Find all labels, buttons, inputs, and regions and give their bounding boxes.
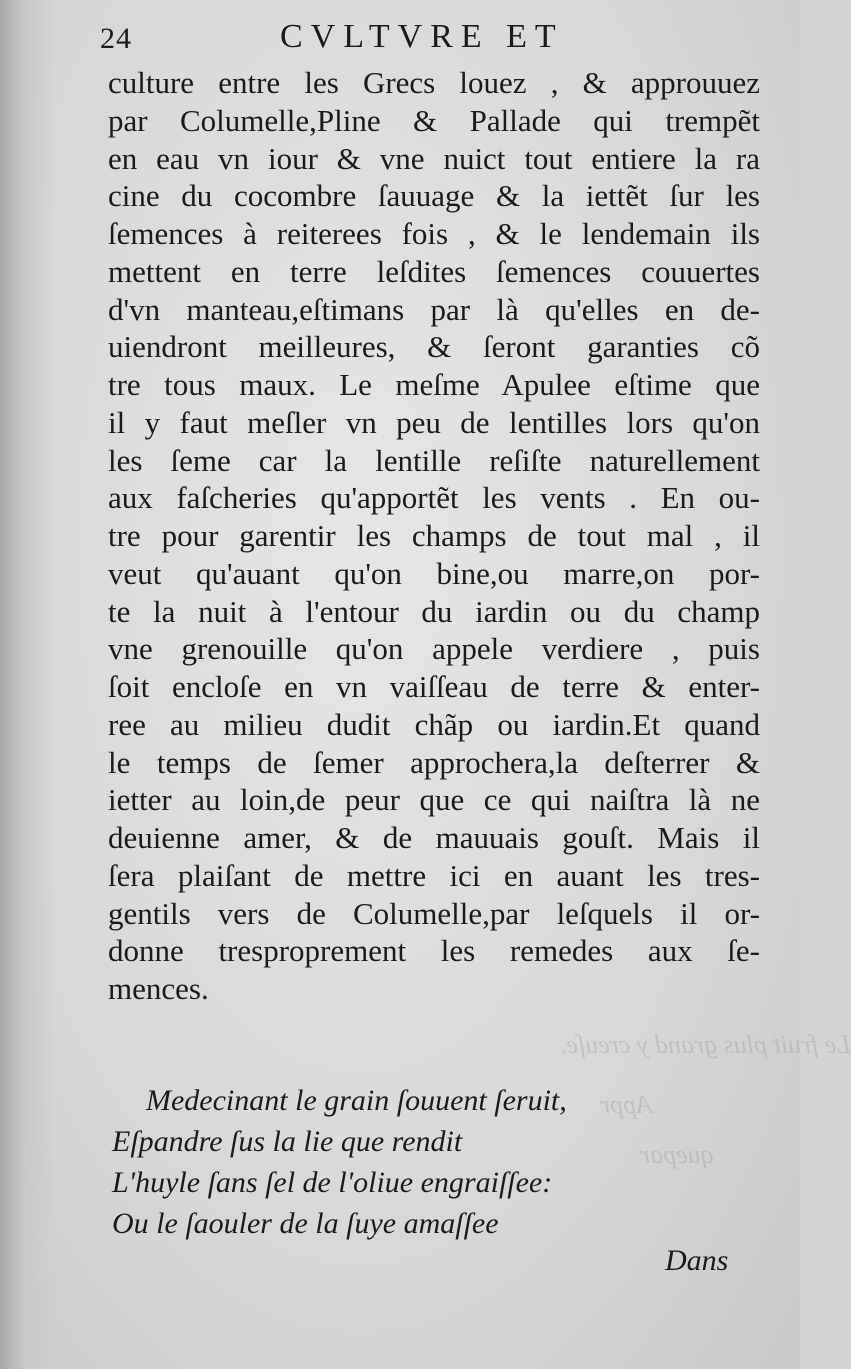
text-line: en eau vn iour & vne nuict tout entiere la ra [108, 140, 760, 176]
catchword: Dans [665, 1244, 729, 1277]
text-line: vne grenouille qu'on appele verdiere , puis [108, 631, 760, 667]
text-line: mettent en terre leſdites ſemences couuertes [108, 253, 760, 289]
text-line: ietter au loin,de peur que ce qui naiſtra là ne [108, 782, 760, 818]
page-header [100, 18, 760, 62]
text-line: par Columelle,Pline & Pallade qui trempẽt [108, 102, 760, 138]
show-through-text: Le fruit plus grand y creuſe. [560, 1030, 851, 1059]
text-line: ſemences à reiterees fois , & le lendemain ils [108, 216, 760, 251]
text-line: donne tresproprement les remedes aux ſe- [108, 933, 760, 969]
verse-line: L'huyle ſans ſel de l'oliue engraiſſee: [112, 1166, 553, 1199]
text-line: tre pour garentir les champs de tout mal , il [108, 518, 760, 553]
text-line: deuienne amer, & de mauuais gouſt. Mais il [108, 820, 760, 855]
text-line: ree au milieu dudit chãp ou iardin.Et quand [108, 706, 760, 742]
text-line: ſera plaiſant de mettre ici en auant les tres- [108, 857, 760, 893]
text-line: tre tous maux. Le meſme Apulee eſtime que [108, 367, 760, 402]
text-line: culture entre les Grecs louez , & approuuez [108, 65, 760, 100]
text-line: cine du cocombre ſauuage & la iettẽt ſur les [108, 178, 760, 214]
text-line: d'vn manteau,eſtimans par là qu'elles en de- [108, 291, 760, 327]
text-line: te la nuit à l'entour du iardin ou du champ [108, 593, 760, 629]
gutter-shadow [0, 0, 55, 1369]
text-line: gentils vers de Columelle,par leſquels il or- [108, 895, 760, 931]
text-line: aux faſcheries qu'apportẽt les vents . En ou- [108, 480, 760, 516]
text-line: les ſeme car la lentille reſiſte naturellement [108, 442, 760, 478]
page-number: 24 [100, 22, 132, 55]
verse-line: Ou le ſaouler de la ſuye amaſſee [112, 1207, 499, 1240]
text-line: veut qu'auant qu'on bine,ou marre,on por- [108, 555, 760, 591]
verse-line: Medecinant le grain ſouuent ſeruit, [146, 1084, 567, 1117]
running-title: CVLTVRE ET [280, 18, 564, 55]
show-through-text: Appr [600, 1090, 652, 1119]
body-paragraph [108, 64, 760, 1008]
text-line: mences. [108, 971, 209, 1006]
text-line: uiendront meilleures, & ſeront garanties cõ [108, 329, 760, 365]
show-through-text: quepar [640, 1140, 714, 1169]
verse-block [112, 1080, 752, 1244]
text-line: ſoit encloſe en vn vaiſſeau de terre & enter- [108, 669, 760, 704]
verse-line: Eſpandre ſus la lie que rendit [112, 1125, 463, 1158]
text-line: le temps de ſemer approchera,la deſterrer & [108, 744, 760, 780]
text-line: il y faut meſler vn peu de lentilles lors qu'on [108, 404, 760, 440]
